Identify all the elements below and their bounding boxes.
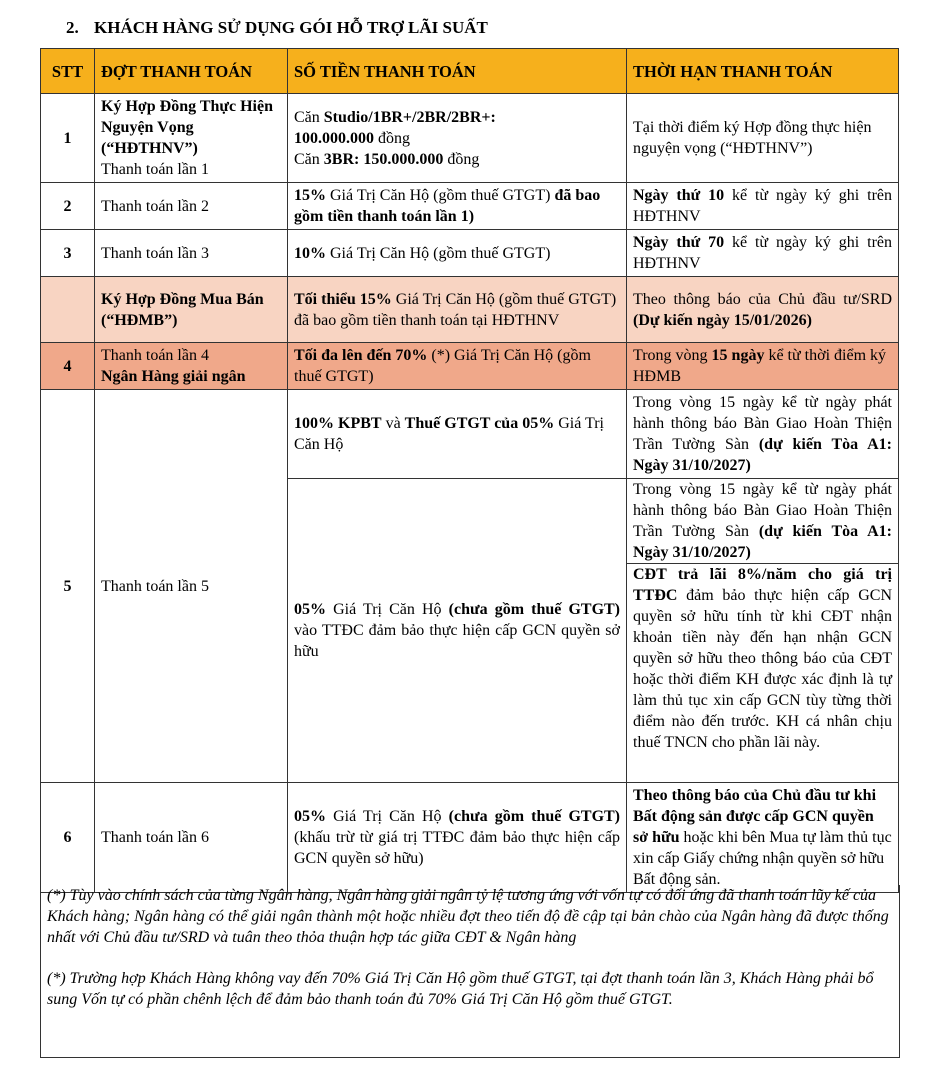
row-stt: 3 [41, 230, 95, 277]
row-deadline: Ngày thứ 70 kể từ ngày ký ghi trên HĐTHNV [627, 230, 899, 277]
payment-schedule-table [40, 48, 899, 893]
row-amount: 100% KPBT và Thuế GTGT của 05% Giá Trị Căn Hộ [288, 390, 627, 479]
row-deadline: Theo thông báo của Chủ đầu tư khi Bất động sản được cấp GCN quyền sở hữu hoặc khi bên Mua tự làm thủ tục xin cấp Giấy chứng nhận quyền sở hữu Bất động sản. [627, 783, 899, 893]
row-phase: Thanh toán lần 5 [95, 390, 288, 783]
row-deadline: Trong vòng 15 ngày kể từ ngày phát hành thông báo Bàn Giao Hoàn Thiện Trần Tường Sàn (dự kiến Tòa A1: Ngày 31/10/2027) [627, 390, 899, 479]
row-amount: 05% Giá Trị Căn Hộ (chưa gồm thuế GTGT) vào TTĐC đảm bảo thực hiện cấp GCN quyền sở hữu [288, 479, 627, 783]
footnote: (*) Trường hợp Khách Hàng không vay đến 70% Giá Trị Căn Hộ gồm thuế GTGT, tại đợt thanh toán lần 3, Khách Hàng phải bổ sung Vốn tự có phần chênh lệch để đảm bảo thanh toán đủ 70% Giá Trị Căn Hộ gồm thuế GTGT. [47, 970, 874, 1008]
deadline-part: CĐT trả lãi 8%/năm cho giá trị TTĐC đảm bảo thực hiện cấp GCN quyền sở hữu tính từ khi CĐT nhận khoản tiền này đến hạn nhận GCN quyền sở hữu theo thông báo của CĐT hoặc thời điểm KH được xác định là tự làm thủ tục xin cấp GCN tùy từng thời điểm nào đến trước. KH cá nhân chịu thuế TNCN cho phần lãi này. [627, 563, 898, 753]
row-deadline: Theo thông báo của Chủ đầu tư/SRD (Dự kiến ngày 15/01/2026) [627, 277, 899, 343]
row-amount: Căn Studio/1BR+/2BR/2BR+: 100.000.000 đồng Căn 3BR: 150.000.000 đồng [288, 94, 627, 183]
row-stt [41, 277, 95, 343]
section-heading [66, 18, 488, 38]
column-header-deadline: THỜI HẠN THANH TOÁN [627, 49, 899, 94]
table-row-hdmb [41, 277, 899, 343]
table-row [41, 94, 899, 183]
footnotes-box [40, 885, 900, 1058]
row-deadline [627, 479, 899, 783]
deadline-part: Trong vòng 15 ngày kể từ ngày phát hành thông báo Bàn Giao Hoàn Thiện Trần Tường Sàn (dự kiến Tòa A1: Ngày 31/10/2027) [633, 481, 892, 561]
row-phase: Thanh toán lần 2 [95, 183, 288, 230]
row-deadline: Ngày thứ 10 kể từ ngày ký ghi trên HĐTHNV [627, 183, 899, 230]
row-phase: Thanh toán lần 4 Ngân Hàng giải ngân [95, 343, 288, 390]
row-amount: 15% Giá Trị Căn Hộ (gồm thuế GTGT) đã bao gồm tiền thanh toán lần 1) [288, 183, 627, 230]
row-amount: 10% Giá Trị Căn Hộ (gồm thuế GTGT) [288, 230, 627, 277]
column-header-phase: ĐỢT THANH TOÁN [95, 49, 288, 94]
table-row-bank [41, 343, 899, 390]
row-phase: Ký Hợp Đồng Thực Hiện Nguyện Vọng (“HĐTHNV”) Thanh toán lần 1 [95, 94, 288, 183]
row-amount: Tối thiểu 15% Giá Trị Căn Hộ (gồm thuế GTGT) đã bao gồm tiền thanh toán tại HĐTHNV [288, 277, 627, 343]
table-header-row [41, 49, 899, 94]
row-phase: Ký Hợp Đồng Mua Bán (“HĐMB”) [95, 277, 288, 343]
row-stt: 2 [41, 183, 95, 230]
row-stt: 4 [41, 343, 95, 390]
section-number: 2. [66, 18, 79, 37]
row-deadline: Tại thời điểm ký Hợp đồng thực hiện nguyện vọng (“HĐTHNV”) [627, 94, 899, 183]
column-header-amount: SỐ TIỀN THANH TOÁN [288, 49, 627, 94]
row-phase: Thanh toán lần 6 [95, 783, 288, 893]
table-row [41, 230, 899, 277]
column-header-stt: STT [41, 49, 95, 94]
row-stt: 1 [41, 94, 95, 183]
table-row [41, 783, 899, 893]
table-row [41, 183, 899, 230]
row-amount: Tối đa lên đến 70% (*) Giá Trị Căn Hộ (gồm thuế GTGT) [288, 343, 627, 390]
row-phase: Thanh toán lần 3 [95, 230, 288, 277]
section-title: KHÁCH HÀNG SỬ DỤNG GÓI HỖ TRỢ LÃI SUẤT [94, 18, 488, 37]
table-row [41, 390, 899, 479]
row-amount: 05% Giá Trị Căn Hộ (chưa gồm thuế GTGT) (khấu trừ từ giá trị TTĐC đảm bảo thực hiện cấp GCN quyền sở hữu) [288, 783, 627, 893]
row-stt: 5 [41, 390, 95, 783]
row-deadline: Trong vòng 15 ngày kể từ thời điểm ký HĐMB [627, 343, 899, 390]
footnote: (*) Tùy vào chính sách của từng Ngân hàng, Ngân hàng giải ngân tỷ lệ tương ứng với vốn tự có đối ứng đã thanh toán lũy kế của Khách hàng; Ngân hàng có thể giải ngân thành một hoặc nhiều đợt theo tiến độ đề cập tại bản chào của Ngân hàng đã được thống nhất với Chủ đầu tư/SRD và tuân theo thỏa thuận hợp tác giữa CĐT & Ngân hàng [47, 887, 889, 946]
row-stt: 6 [41, 783, 95, 893]
